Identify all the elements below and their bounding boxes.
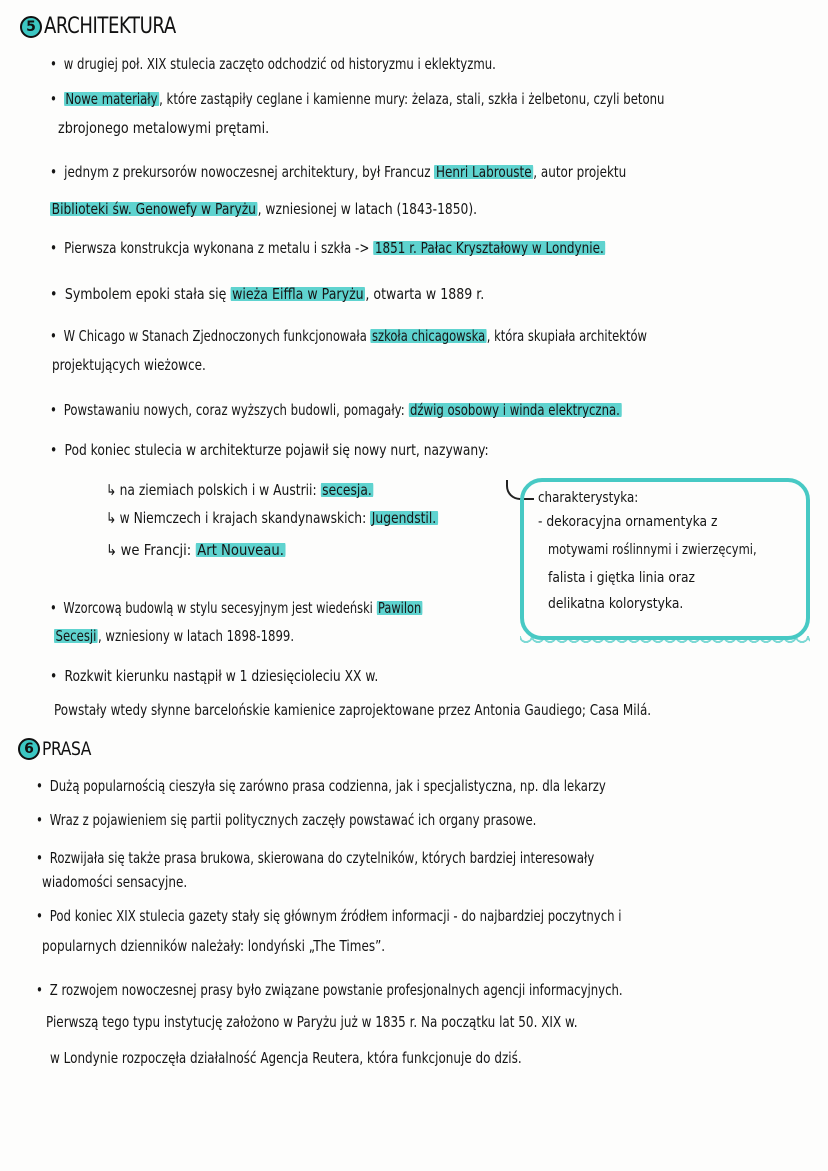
- callout-title: charakterystyka:: [538, 490, 639, 506]
- highlight: 1851 r. Pałac Kryształowy w Londynie.: [374, 239, 604, 257]
- note-line: • Pod koniec XIX stulecia gazety stały się głównym źródłem informacji - do najbardziej poczytnych i: [36, 906, 622, 926]
- note-line: Powstały wtedy słynne barcelońskie kamienice zaprojektowane przez Antonia Gaudiego; Casa Milá.: [54, 701, 652, 719]
- note-line: wiadomości sensacyjne.: [42, 873, 188, 891]
- sub-line: ↳ w Niemczech i krajach skandynawskich: Jugendstil.: [106, 509, 437, 527]
- note-line: • Z rozwojem nowoczesnej prasy było związane powstanie profesjonalnych agencji informacyjnych.: [36, 980, 623, 1000]
- note-line: • Nowe materiały , które zastąpiły ceglane i kamienne mury: żelaza, stali, szkła i żelbetonu, czyli betonu: [50, 89, 664, 109]
- highlight: Jugendstil.: [371, 509, 437, 527]
- highlight: wieża Eiffla w Paryżu: [232, 285, 364, 303]
- section-title: ARCHITEKTURA: [44, 14, 176, 39]
- note-line: Secesji , wzniesiony w latach 1898-1899.: [55, 627, 295, 645]
- note-line: • Powstawaniu nowych, coraz wyższych budowli, pomagały: dźwig osobowy i winda elektryczna.: [50, 400, 621, 420]
- note-line: zbrojonego metalowymi prętami.: [58, 119, 270, 137]
- note-line: projektujących wieżowce.: [52, 356, 206, 374]
- note-line: Biblioteki św. Genowefy w Paryżu , wzniesionej w latach (1843-1850).: [51, 200, 478, 218]
- highlight: Pawilon: [377, 599, 422, 617]
- highlight: dźwig osobowy i winda elektryczna.: [409, 401, 620, 419]
- arrow-return-icon: ↳: [106, 541, 118, 559]
- note-line: • jednym z prekursorów nowoczesnej architektury, był Francuz Henri Labrouste , autor projektu: [50, 162, 626, 182]
- highlight: Biblioteki św. Genowefy w Paryżu: [51, 200, 256, 218]
- section-number-badge: 6: [18, 738, 40, 760]
- section-title: PRASA: [42, 738, 92, 760]
- note-line: • Rozwijała się także prasa brukowa, skierowana do czytelników, których bardziej interesowały: [36, 848, 594, 868]
- sub-line: ↳ we Francji: Art Nouveau.: [106, 541, 284, 559]
- arrow-return-icon: ↳: [106, 481, 117, 499]
- note-line: popularnych dzienników należały: londyński „The Times”.: [42, 937, 386, 955]
- callout-line: delikatna kolorystyka.: [548, 596, 684, 612]
- note-line: • w drugiej poł. XIX stulecia zaczęto odchodzić od historyzmu i eklektyzmu.: [50, 54, 496, 74]
- section-heading-prasa: [18, 738, 102, 760]
- note-line: Pierwszą tego typu instytucję założono w Paryżu już w 1835 r. Na początku lat 50. XIX w.: [46, 1013, 578, 1031]
- highlight: secesja.: [322, 481, 372, 499]
- note-line: • Wraz z pojawieniem się partii politycznych zaczęły powstawać ich organy prasowe.: [36, 810, 536, 830]
- section-heading-architektura: [20, 14, 205, 39]
- note-line: • Dużą popularnością cieszyła się zarówno prasa codzienna, jak i specjalistyczna, np. dla lekarzy: [36, 776, 606, 796]
- highlight: Secesji: [55, 627, 97, 645]
- sub-line: ↳ na ziemiach polskich i w Austrii: secesja.: [106, 481, 372, 499]
- highlight: Nowe materiały: [65, 90, 158, 108]
- note-line: • Pod koniec stulecia w architekturze pojawił się nowy nurt, nazywany:: [50, 440, 489, 460]
- callout-line: - dekoracyjna ornamentyka z: [538, 514, 718, 530]
- note-line: • Pierwsza konstrukcja wykonana z metalu i szkła -> 1851 r. Pałac Kryształowy w Londynie.: [50, 238, 605, 258]
- note-line: • Wzorcową budowlą w stylu secesyjnym jest wiedeński Pawilon: [50, 598, 423, 618]
- highlight: Henri Labrouste: [435, 163, 532, 181]
- highlight: szkoła chicagowska: [372, 327, 486, 345]
- arrow-return-icon: ↳: [106, 509, 117, 527]
- note-line: • Symbolem epoki stała się wieża Eiffla w Paryżu , otwarta w 1889 r.: [50, 284, 484, 304]
- note-line: • W Chicago w Stanach Zjednoczonych funkcjonowała szkoła chicagowska , która skupiała architektów: [50, 326, 647, 346]
- callout-line: motywami roślinnymi i zwierzęcymi,: [548, 542, 757, 558]
- section-number-badge: 5: [20, 16, 42, 38]
- highlight: Art Nouveau.: [197, 541, 284, 559]
- note-line: w Londynie rozpoczęła działalność Agencja Reutera, która funkcjonuje do dziś.: [50, 1049, 522, 1067]
- note-line: • Rozkwit kierunku nastąpił w 1 dziesięcioleciu XX w.: [50, 666, 378, 686]
- callout-line: falista i giętka linia oraz: [548, 570, 695, 586]
